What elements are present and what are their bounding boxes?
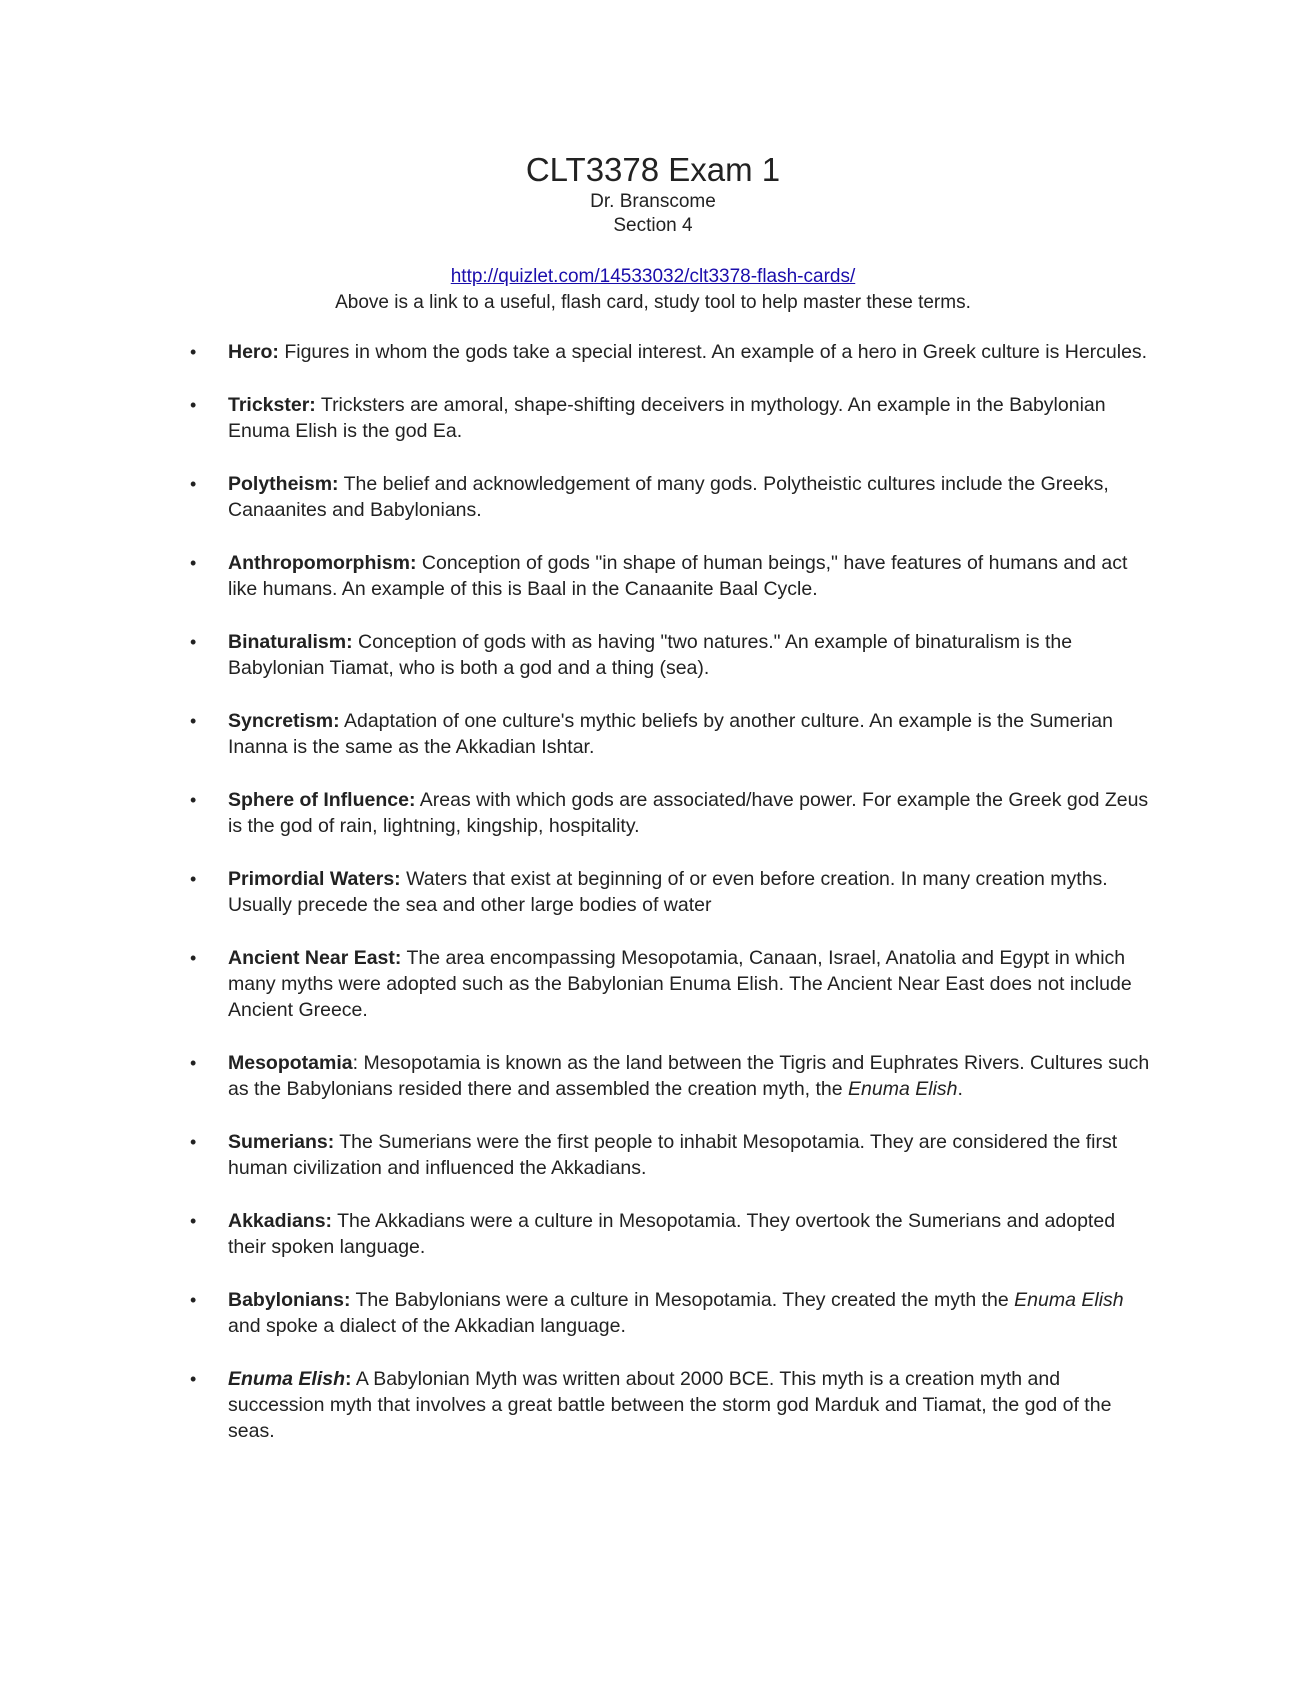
page-title: CLT3378 Exam 1 — [525, 151, 781, 188]
bullet-icon: • — [190, 711, 197, 731]
term-colon: : — [345, 1368, 352, 1390]
bullet-icon: • — [190, 790, 197, 810]
term-definition: Waters that exist at beginning of or even before creation. In many creation myths. Usually precede the sea and other large bodies of water — [228, 868, 1108, 916]
section-label: Section 4 — [613, 215, 693, 236]
term-item-syncretism — [190, 708, 1150, 760]
term-name: Mesopotamia — [228, 1052, 353, 1074]
term-definition: The belief and acknowledgement of many gods. Polytheistic cultures include the Greeks, Canaanites and Babylonians. — [228, 473, 1109, 521]
term-name: Ancient Near East: — [228, 947, 402, 969]
bullet-icon: • — [190, 1132, 197, 1152]
term-definition: Figures in whom the gods take a special interest. An example of a hero in Greek culture is Hercules. — [278, 341, 1148, 363]
bullet-icon: • — [190, 948, 197, 968]
term-name: Sumerians: — [228, 1131, 335, 1153]
term-item-hero — [190, 339, 1150, 365]
term-item-sphere-of-influence — [190, 787, 1150, 839]
term-definition: The Akkadians were a culture in Mesopotamia. They overtook the Sumerians and adopted their spoken language. — [228, 1210, 1116, 1258]
term-item-mesopotamia — [190, 1050, 1150, 1102]
term-item-enuma-elish — [190, 1366, 1150, 1444]
terms-list — [190, 339, 1150, 1471]
term-item-anthropomorphism — [190, 550, 1150, 602]
term-name: Trickster: — [228, 394, 316, 416]
term-name: Enuma Elish — [228, 1368, 346, 1390]
bullet-icon: • — [190, 474, 197, 494]
myth-title: Enuma Elish — [848, 1078, 958, 1100]
bullet-icon: • — [190, 1290, 197, 1310]
term-definition: Adaptation of one culture's mythic beliefs by another culture. An example is the Sumerian Inanna is the same as the Akkadian Ishtar. — [228, 710, 1113, 758]
term-name: Polytheism: — [228, 473, 339, 495]
term-colon: : — [352, 1052, 359, 1074]
bullet-icon: • — [190, 1369, 197, 1389]
term-item-ancient-near-east — [190, 945, 1150, 1023]
document-header — [0, 150, 1306, 238]
term-name: Babylonians: — [228, 1289, 351, 1311]
term-definition-end: . — [957, 1078, 963, 1100]
quizlet-link[interactable]: http://quizlet.com/14533032/clt3378-flash-cards/ — [450, 266, 856, 287]
term-name: Hero: — [228, 341, 279, 363]
term-definition: Conception of gods with as having "two natures." An example of binaturalism is the Babylonian Tiamat, who is both a god and a thing (sea). — [228, 631, 1073, 679]
term-name: Anthropomorphism: — [228, 552, 417, 574]
term-item-akkadians — [190, 1208, 1150, 1260]
term-definition: A Babylonian Myth was written about 2000 BCE. This myth is a creation myth and succession myth that involves a great battle between the storm god Marduk and Tiamat, the god of the seas. — [228, 1368, 1112, 1442]
term-name: Syncretism: — [228, 710, 340, 732]
term-name: Binaturalism: — [228, 631, 353, 653]
bullet-icon: • — [190, 553, 197, 573]
term-item-babylonians — [190, 1287, 1150, 1339]
bullet-icon: • — [190, 869, 197, 889]
term-item-sumerians — [190, 1129, 1150, 1181]
instructor-name: Dr. Branscome — [590, 191, 716, 212]
term-definition-end: and spoke a dialect of the Akkadian language. — [228, 1315, 626, 1337]
term-item-binaturalism — [190, 629, 1150, 681]
term-definition: Areas with which gods are associated/have power. For example the Greek god Zeus is the god of rain, lightning, kingship, hospitality. — [228, 789, 1149, 837]
term-item-trickster — [190, 392, 1150, 444]
term-definition: Tricksters are amoral, shape-shifting deceivers in mythology. An example in the Babylonian Enuma Elish is the god Ea. — [228, 394, 1106, 442]
study-link-note: Above is a link to a useful, flash card, study tool to help master these terms. — [335, 292, 971, 313]
term-name: Primordial Waters: — [228, 868, 401, 890]
term-definition: Conception of gods "in shape of human beings," have features of humans and act like humans. An example of this is Baal in the Canaanite Baal Cycle. — [228, 552, 1128, 600]
bullet-icon: • — [190, 1211, 197, 1231]
term-name: Akkadians: — [228, 1210, 333, 1232]
term-name: Sphere of Influence: — [228, 789, 416, 811]
study-link-block — [0, 264, 1306, 316]
term-definition: The Sumerians were the first people to inhabit Mesopotamia. They are considered the first human civilization and influenced the Akkadians. — [228, 1131, 1118, 1179]
term-item-polytheism — [190, 471, 1150, 523]
term-definition: The Babylonians were a culture in Mesopotamia. They created the myth the — [350, 1289, 1015, 1311]
bullet-icon: • — [190, 342, 197, 362]
bullet-icon: • — [190, 632, 197, 652]
myth-title: Enuma Elish — [1014, 1289, 1124, 1311]
bullet-icon: • — [190, 1053, 197, 1073]
bullet-icon: • — [190, 395, 197, 415]
term-definition: Mesopotamia is known as the land between the Tigris and Euphrates Rivers. Cultures such as the Babylonians resided there and assembled the creation myth, the — [228, 1052, 1150, 1100]
term-item-primordial-waters — [190, 866, 1150, 918]
term-definition: The area encompassing Mesopotamia, Canaan, Israel, Anatolia and Egypt in which many myths were adopted such as the Babylonian Enuma Elish. The Ancient Near East does not include Ancient Greece. — [228, 947, 1132, 1021]
